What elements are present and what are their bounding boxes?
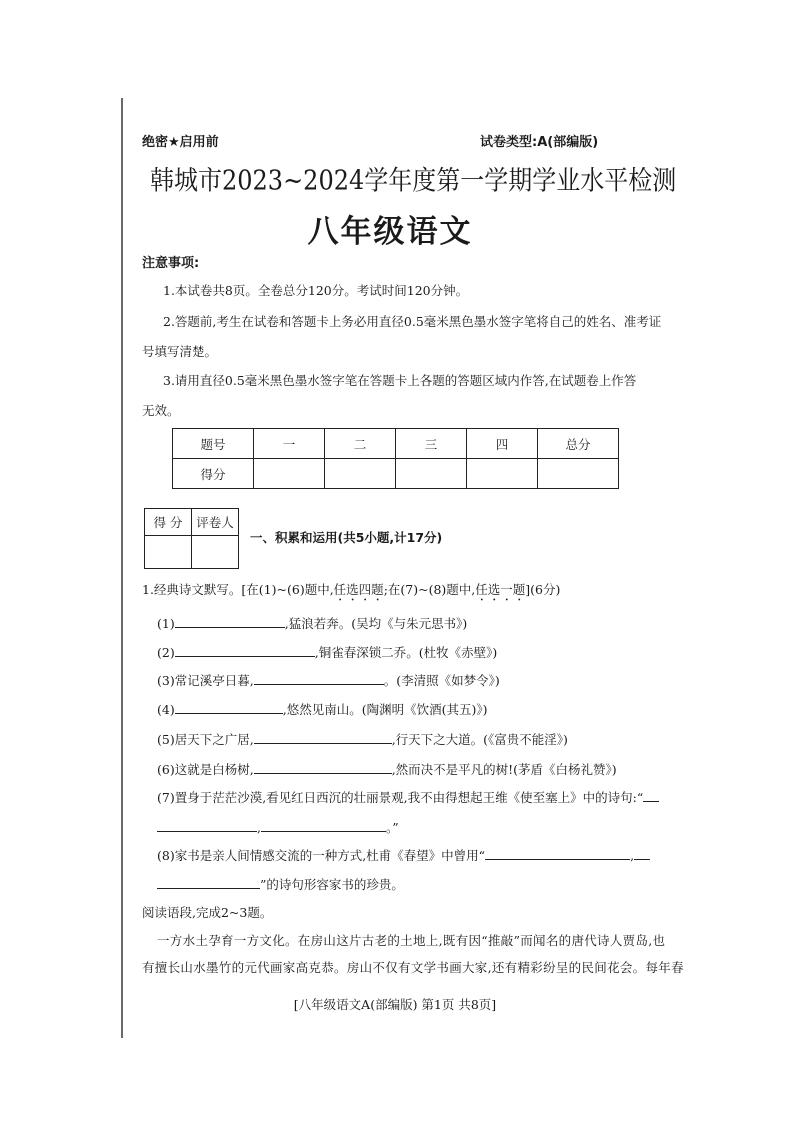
item-text: (7)置身于茫茫沙漠,看见红日西沉的壮丽景观,我不由得想起王维《使至塞上》中的诗句:“	[157, 790, 644, 805]
answer-blank[interactable]	[175, 699, 283, 714]
note-3-line-2: 无效。	[142, 403, 180, 418]
item-number: (4)	[157, 702, 175, 717]
blank-item-7-cont	[157, 817, 399, 836]
note-2-line-1: 2.答题前,考生在试卷和答题卡上务必用直径0.5毫米黑色墨水签字笔将自己的姓名、准考证	[163, 314, 662, 329]
item-text: ,	[630, 848, 635, 863]
reading-instruction: 阅读语段,完成2~3题。	[142, 905, 273, 920]
item-text: ,行天下之大道。(《富贵不能淫》)	[391, 732, 568, 747]
item-text: ,然而决不是平凡的树!(茅盾《白杨礼赞》)	[391, 762, 617, 777]
blank-item-8-cont	[157, 874, 404, 893]
blank-item-8	[157, 845, 650, 864]
item-text: (5)居天下之广居,	[157, 732, 254, 747]
question-1-prompt	[142, 580, 560, 604]
q1-emphasis-pick4: 任选四题	[333, 582, 384, 597]
exam-title: 韩城市2023~2024学年度第一学期学业水平检测	[150, 164, 677, 196]
q1-emphasis-pick1: 任选一题	[475, 582, 526, 597]
answer-blank[interactable]	[254, 729, 392, 744]
score-header-cell: 二	[325, 429, 396, 459]
item-text: ,铜雀春深锁二乔。(杜牧《赤壁》)	[314, 645, 498, 660]
grader-score-cell	[145, 536, 192, 569]
answer-blank[interactable]	[261, 817, 386, 832]
item-text: ,	[257, 820, 261, 835]
passage-line-1: 一方水土孕育一方文化。在房山这片古老的土地上,既有因“推敲”而闻名的唐代诗人贾岛,也	[157, 933, 666, 948]
subject-title: 八年级语文	[307, 214, 473, 250]
score-row-label: 得分	[173, 459, 254, 489]
item-text: (6)这就是白杨树,	[157, 762, 254, 777]
item-text: 。(李清照《如梦令》)	[383, 673, 500, 688]
answer-blank[interactable]	[175, 642, 315, 657]
item-number: (2)	[157, 645, 175, 660]
item-number: (1)	[157, 616, 175, 631]
note-3-line-1: 3.请用直径0.5毫米黑色墨水签字笔在答题卡上各题的答题区域内作答,在试题卷上作答	[163, 373, 637, 388]
answer-blank[interactable]	[157, 874, 260, 889]
answer-blank[interactable]	[643, 787, 659, 802]
answer-blank[interactable]	[254, 670, 384, 685]
grader-name-label: 评卷人	[192, 509, 239, 536]
confidential-label: 绝密★启用前	[142, 135, 219, 150]
score-cell	[467, 459, 538, 489]
blank-item-4	[157, 699, 487, 718]
grader-table	[144, 508, 239, 569]
q1-suffix: ](6分)	[525, 582, 561, 597]
answer-blank[interactable]	[254, 759, 392, 774]
answer-blank[interactable]	[634, 845, 650, 860]
score-table	[172, 428, 619, 489]
blank-item-5	[157, 729, 568, 748]
page-footer: [八年级语文A(部编版) 第1页 共8页]	[293, 997, 497, 1012]
blank-item-6	[157, 759, 617, 778]
answer-blank[interactable]	[175, 613, 285, 628]
item-text: 。”	[385, 820, 399, 835]
score-header-cell: 题号	[173, 429, 254, 459]
note-2-line-2: 号填写清楚。	[142, 344, 218, 359]
q1-prefix: 1.经典诗文默写。[在(1)~(6)题中,	[142, 582, 334, 597]
item-text: ,悠然见南山。(陶渊明《饮酒(其五)》)	[282, 702, 488, 717]
paper-type-label: 试卷类型:A(部编版)	[480, 135, 599, 150]
q1-mid: ;在(7)~(8)题中,	[383, 582, 476, 597]
score-cell	[396, 459, 467, 489]
passage-line-2: 有擅长山水墨竹的元代画家高克恭。房山不仅有文学书画大家,还有精彩纷呈的民间花会。每年春	[142, 960, 684, 975]
blank-item-2	[157, 642, 497, 661]
grader-name-cell	[192, 536, 239, 569]
section-1-heading: 一、积累和运用(共5小题,计17分)	[250, 530, 443, 545]
score-table-header-row	[173, 429, 619, 459]
blank-item-1	[157, 613, 467, 632]
score-header-cell: 总分	[538, 429, 619, 459]
score-header-cell: 四	[467, 429, 538, 459]
item-text: (8)家书是亲人间情感交流的一种方式,杜甫《春望》中曾用“	[157, 848, 486, 863]
grader-score-label: 得 分	[145, 509, 192, 536]
item-text: ,猛浪若奔。(吴均《与朱元思书》)	[284, 616, 468, 631]
score-header-cell: 三	[396, 429, 467, 459]
score-cell	[254, 459, 325, 489]
answer-blank[interactable]	[157, 817, 257, 832]
item-text: ”的诗句形容家书的珍贵。	[260, 877, 404, 892]
item-text: (3)常记溪亭日暮,	[157, 673, 254, 688]
blank-item-3	[157, 670, 500, 689]
score-cell	[325, 459, 396, 489]
score-table-score-row	[173, 459, 619, 489]
blank-item-7	[157, 787, 659, 806]
score-header-cell: 一	[254, 429, 325, 459]
answer-blank[interactable]	[485, 845, 630, 860]
note-1: 1.本试卷共8页。全卷总分120分。考试时间120分钟。	[163, 283, 469, 298]
score-cell	[538, 459, 619, 489]
binding-margin-line	[121, 98, 123, 1038]
notes-title: 注意事项:	[142, 256, 200, 271]
